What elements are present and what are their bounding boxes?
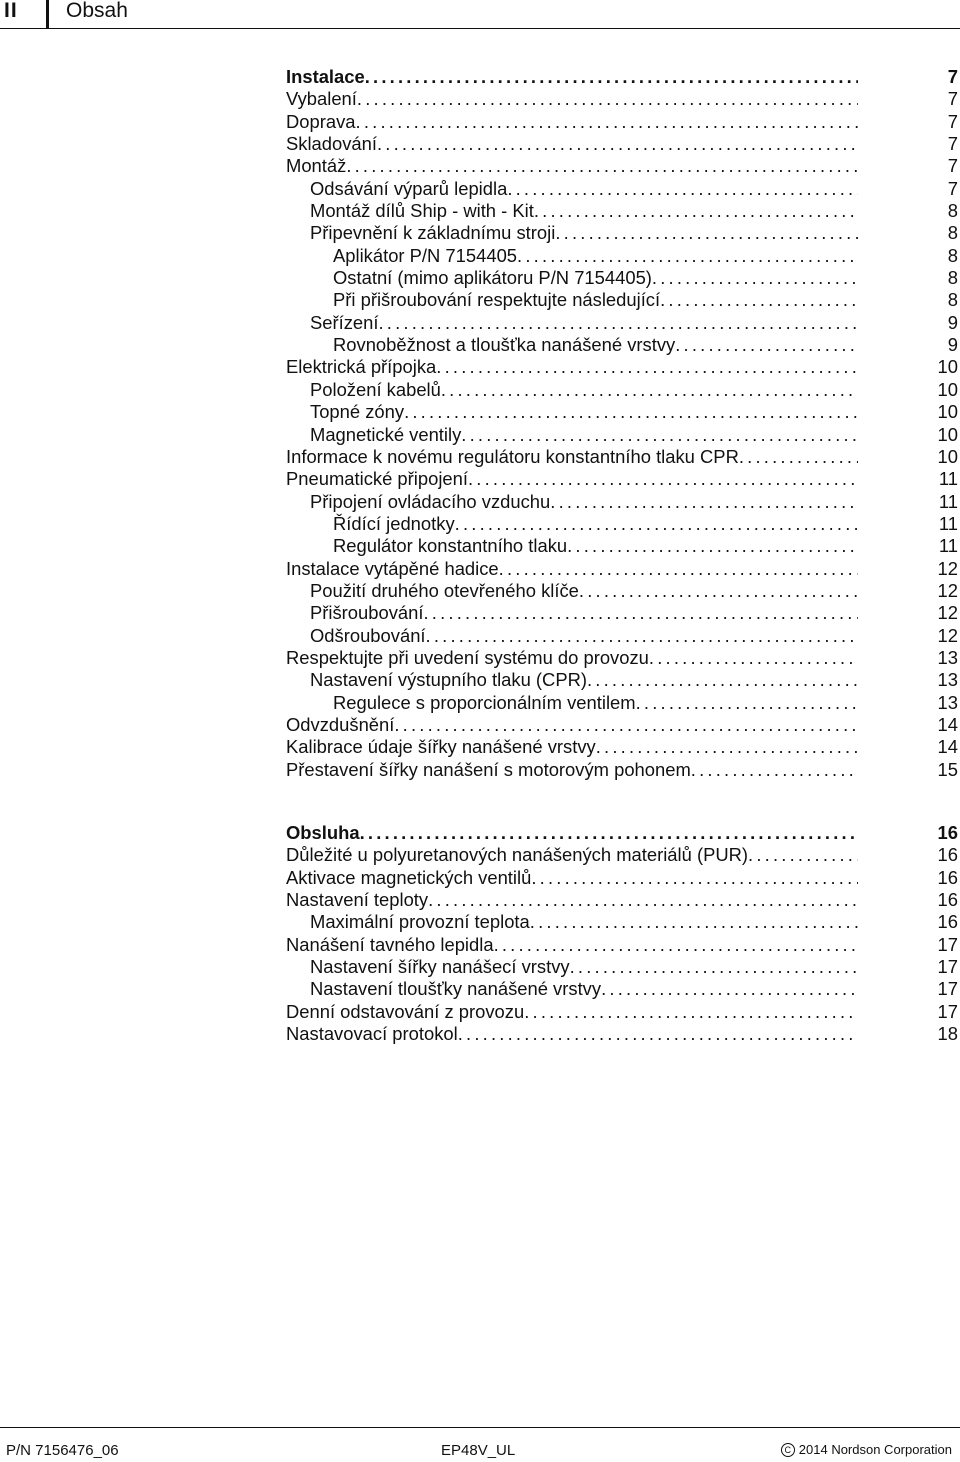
toc-entry[interactable] [286,133,958,155]
toc-entry[interactable] [286,178,958,200]
toc-entry[interactable] [286,513,958,535]
toc-leader-dots [517,245,858,267]
toc-entry-page: 17 [937,956,958,978]
toc-entry-title: Nastavení šířky nanášecí vrstvy [310,956,570,978]
toc-leader-dots [570,956,858,978]
toc-entry-title: Vybalení [286,88,357,110]
toc-entry[interactable] [286,401,958,423]
toc-entry-page: 9 [947,334,958,356]
toc-entry-title: Připevnění k základnímu stroji [310,222,556,244]
toc-entry-page: 8 [947,222,958,244]
toc-entry[interactable] [286,111,958,133]
toc-entry-page: 11 [938,512,958,534]
toc-leader-dots [531,867,858,889]
toc-entry-title: Odvzdušnění [286,713,395,735]
toc-entry-title: Při přišroubování respektujte následující [333,289,661,311]
toc-entry[interactable] [286,267,958,289]
toc-entry-page: 17 [937,933,958,955]
footer-part-number: P/N 7156476_06 [6,1442,119,1459]
toc-leader-dots [555,222,858,244]
toc-entry-title: Seřízení [310,311,379,333]
toc-entry-title: Kalibrace údaje šířky nanášené vrstvy [286,736,596,758]
toc-entry[interactable] [286,312,958,334]
toc-entry[interactable] [286,424,958,446]
toc-leader-dots [394,714,858,736]
toc-entry-page: 11 [938,535,958,557]
toc-entry-page: 7 [947,88,958,110]
toc-entry[interactable] [286,911,958,933]
toc-entry-page: 8 [947,267,958,289]
toc-entry-page: 12 [937,624,958,646]
toc-entry-title: Elektrická přípojka [286,356,437,378]
toc-leader-dots [494,934,858,956]
toc-entry-page: 16 [937,911,958,933]
toc-leader-dots [461,424,858,446]
toc-entry-page: 7 [947,133,958,155]
page-header [0,0,960,29]
toc-entry-page: 12 [937,579,958,601]
toc-entry-page: 8 [947,289,958,311]
toc-leader-dots [579,580,858,602]
toc-entry-title: Připojení ovládacího vzduchu [310,490,551,512]
toc-entry-page: 18 [937,1023,958,1045]
toc-entry[interactable] [286,736,958,758]
footer-copyright [781,1442,952,1457]
toc-entry-page: 10 [937,401,958,423]
toc-entry-title: Instalace vytápěné hadice [286,557,499,579]
toc-entry-title: Denní odstavování z provozu [286,1000,525,1022]
toc-entry-title: Rovnoběžnost a tloušťka nanášené vrstvy [333,334,676,356]
toc-entry[interactable] [286,714,958,736]
toc-entry-title: Doprava [286,110,356,132]
toc-entry[interactable] [286,379,958,401]
toc-entry-title: Pneumatické připojení [286,468,468,490]
toc-entry[interactable] [286,446,958,468]
toc-entry-title: Řídící jednotky [333,512,455,534]
toc-entry-page: 10 [937,356,958,378]
toc-entry[interactable] [286,602,958,624]
toc-entry-title: Nastavení výstupního tlaku (CPR) [310,669,587,691]
toc-entry-title: Přišroubování [310,602,424,624]
toc-entry-page: 8 [947,244,958,266]
toc-entry-title: Aktivace magnetických ventilů [286,866,532,888]
toc-entry-title: Montáž [286,155,347,177]
toc-entry[interactable] [286,759,958,781]
toc-entry[interactable] [286,356,958,378]
toc-leader-dots [428,889,858,911]
toc-leader-dots [596,736,858,758]
page-number: II [4,0,18,22]
toc-entry-page: 7 [947,177,958,199]
toc-entry-page: 11 [938,490,958,512]
toc-entry[interactable] [286,1001,958,1023]
toc-entry-title: Položení kabelů [310,378,441,400]
toc-entry[interactable] [286,956,958,978]
toc-entry-title: Aplikátor P/N 7154405 [333,244,518,266]
toc-entry-title: Použití druhého otevřeného klíče [310,579,579,601]
toc-entry[interactable] [286,669,958,691]
toc-entry[interactable] [286,468,958,490]
toc-entry[interactable] [286,66,958,88]
toc-entry-title: Obsluha [286,822,360,843]
toc-entry-title: Topné zóny [310,401,405,423]
toc-entry-page: 7 [947,66,958,87]
copyright-icon: C [781,1443,795,1457]
toc-entry[interactable] [286,334,958,356]
toc-entry[interactable] [286,978,958,1000]
toc-entry-page: 8 [947,200,958,222]
toc-leader-dots [379,312,859,334]
toc-entry-page: 13 [937,669,958,691]
toc-leader-dots [534,200,858,222]
toc-entry-title: Regulece s proporcionálním ventilem [333,691,636,713]
toc-entry[interactable] [286,822,958,844]
toc-leader-dots [507,178,858,200]
toc-entry-title: Odsávání výparů lepidla [310,177,508,199]
toc-entry[interactable] [286,867,958,889]
toc-entry-page: 7 [947,155,958,177]
toc-entry-page: 15 [937,758,958,780]
toc-leader-dots [436,356,858,378]
toc-entry-title: Nastavení tloušťky nanášené vrstvy [310,978,602,1000]
toc-leader-dots [377,133,858,155]
toc-entry[interactable] [286,647,958,669]
toc-leader-dots [468,468,858,490]
page-title: Obsah [66,0,128,22]
toc-entry[interactable] [286,245,958,267]
toc-leader-dots [441,379,858,401]
toc-entry-title: Magnetické ventily [310,423,462,445]
toc-entry-page: 16 [937,866,958,888]
toc-entry-page: 7 [947,110,958,132]
toc-entry-page: 16 [937,889,958,911]
toc-leader-dots [365,66,858,88]
toc-entry-page: 17 [937,978,958,1000]
toc-leader-dots [499,558,858,580]
toc-entry-title: Respektujte při uvedení systému do provozu [286,646,649,668]
toc-leader-dots [426,625,858,647]
toc-entry-page: 10 [937,423,958,445]
toc-entry-page: 11 [938,468,958,490]
toc-leader-dots [587,669,858,691]
toc-entry-page: 14 [937,736,958,758]
toc-leader-dots [748,844,858,866]
toc-entry-page: 12 [937,557,958,579]
toc-entry-title: Nanášení tavného lepidla [286,933,494,955]
toc-entry[interactable] [286,222,958,244]
toc-entry-title: Přestavení šířky nanášení s motorovým pohonem [286,758,691,780]
toc-entry-title: Montáž dílů Ship - with - Kit [310,200,534,222]
toc-leader-dots [691,759,858,781]
toc-entry[interactable] [286,491,958,513]
toc-leader-dots [357,88,858,110]
page-footer [0,1427,960,1462]
toc-entry[interactable] [286,558,958,580]
toc-leader-dots [550,491,858,513]
toc-entry-page: 10 [937,378,958,400]
toc-entry-title: Maximální provozní teplota [310,911,530,933]
toc-leader-dots [649,647,858,669]
toc-entry[interactable] [286,934,958,956]
toc-entry-page: 12 [937,602,958,624]
toc-leader-dots [660,289,858,311]
toc-leader-dots [455,513,858,535]
toc-entry[interactable] [286,155,958,177]
toc-leader-dots [458,1023,858,1045]
toc-entry-page: 16 [937,822,958,843]
toc-leader-dots [404,401,858,423]
toc-entry-title: Nastavení teploty [286,889,429,911]
toc-entry[interactable] [286,289,958,311]
toc-entry[interactable] [286,580,958,602]
footer-doc-code: EP48V_UL [441,1442,516,1459]
toc-leader-dots [346,155,858,177]
toc-entry-page: 16 [937,844,958,866]
toc-entry[interactable] [286,535,958,557]
toc-entry[interactable] [286,88,958,110]
toc-entry-page: 10 [937,445,958,467]
header-divider [46,0,49,28]
toc-entry-title: Odšroubování [310,624,426,646]
toc-leader-dots [567,535,858,557]
toc-entry[interactable] [286,625,958,647]
toc-entry-page: 17 [937,1000,958,1022]
toc-entry-page: 13 [937,691,958,713]
toc-entry[interactable] [286,200,958,222]
toc-entry-title: Regulátor konstantního tlaku [333,535,568,557]
toc-leader-dots [739,446,858,468]
toc-leader-dots [601,978,858,1000]
toc-leader-dots [356,111,858,133]
toc-leader-dots [652,267,858,289]
copyright-text: 2014 Nordson Corporation [798,1442,952,1457]
toc-leader-dots [360,822,858,844]
toc-leader-dots [524,1001,858,1023]
toc-section-obsluha [286,822,958,1045]
toc-entry-page: 13 [937,646,958,668]
toc-entry-page: 9 [947,311,958,333]
toc-entry[interactable] [286,889,958,911]
toc-entry-title: Skladování [286,133,377,155]
toc-entry-title: Ostatní (mimo aplikátoru P/N 7154405) [333,267,652,289]
toc-entry[interactable] [286,692,958,714]
toc-leader-dots [423,602,858,624]
toc-entry-title: Informace k novému regulátoru konstantního tlaku CPR [286,445,739,467]
toc-leader-dots [675,334,858,356]
toc-entry[interactable] [286,1023,958,1045]
toc-entry[interactable] [286,844,958,866]
toc-entry-title: Nastavovací protokol [286,1023,458,1045]
toc-entry-page: 14 [937,713,958,735]
toc-leader-dots [530,911,858,933]
toc-section-instalace [286,66,958,781]
toc-entry-title: Důležité u polyuretanových nanášených materiálů (PUR) [286,844,749,866]
toc-leader-dots [636,692,858,714]
toc-entry-title: Instalace [286,66,365,87]
